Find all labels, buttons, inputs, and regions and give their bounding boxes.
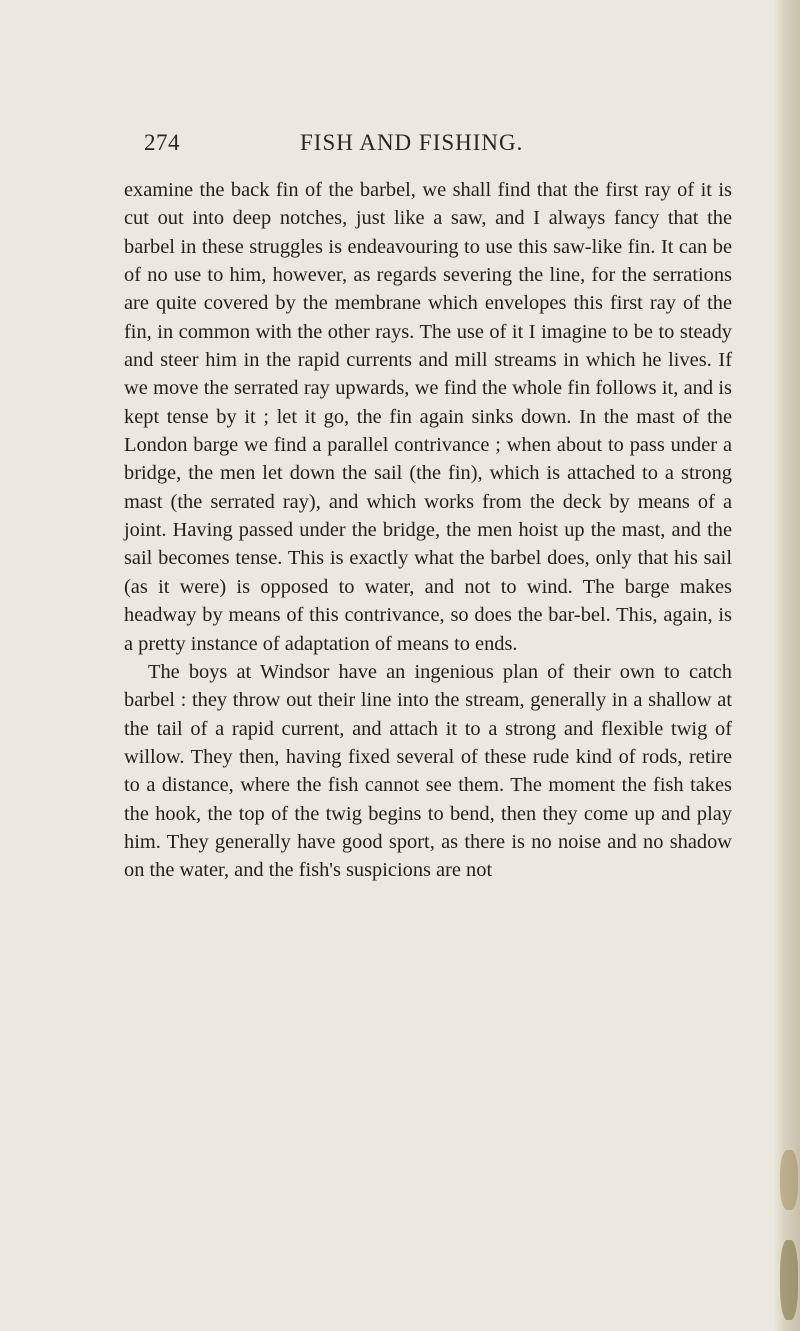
paragraph: The boys at Windsor have an ingenious plan of their own to catch barbel : they throw out their line into the stream, generally in a shallow at the tail of a rapid current, and attach it to a strong and flexible twig of willow. They then, having fixed several of these rude kind of rods, retire to a distance, where the fish cannot see them. The moment the fish takes the hook, the top of the twig begins to bend, then they come up and play him. They generally have good sport, as there is no noise and no shadow on the water, and the fish's suspicions are not [124, 660, 732, 882]
running-title: FISH AND FISHING. [300, 130, 524, 155]
page-edge-shadow [774, 0, 800, 1331]
page-number: 274 [144, 130, 180, 155]
body-text [124, 176, 732, 885]
paragraph: examine the back fin of the barbel, we shall find that the first ray of it is cut out into deep notches, just like a saw, and I always fancy that the barbel in these struggles is endeavouring to use this saw-like fin. It can be of no use to him, however, as regards severing the line, for the serrations are quite covered by the membrane which envelopes this first ray of the fin, in common with the other rays. The use of it I imagine to be to steady and steer him in the rapid currents and mill streams in which he lives. If we move the serrated ray upwards, we find the whole fin follows it, and is kept tense by it ; let it go, the fin again sinks down. In the mast of the London barge we find a parallel contrivance ; when about to pass under a bridge, the men let down the sail (the fin), which is attached to a strong mast (the serrated ray), and which works from the deck by means of a joint. Having passed under the bridge, the men hoist up the mast, and the sail becomes tense. This is exactly what the barbel does, only that his sail (as it were) is opposed to water, and not to wind. The barge makes headway by means of this contrivance, so does the bar-bel. This, again, is a pretty instance of adaptation of means to ends. [124, 179, 732, 655]
page-stain [780, 1240, 798, 1320]
page-stain [780, 1150, 798, 1210]
running-head [144, 130, 704, 164]
